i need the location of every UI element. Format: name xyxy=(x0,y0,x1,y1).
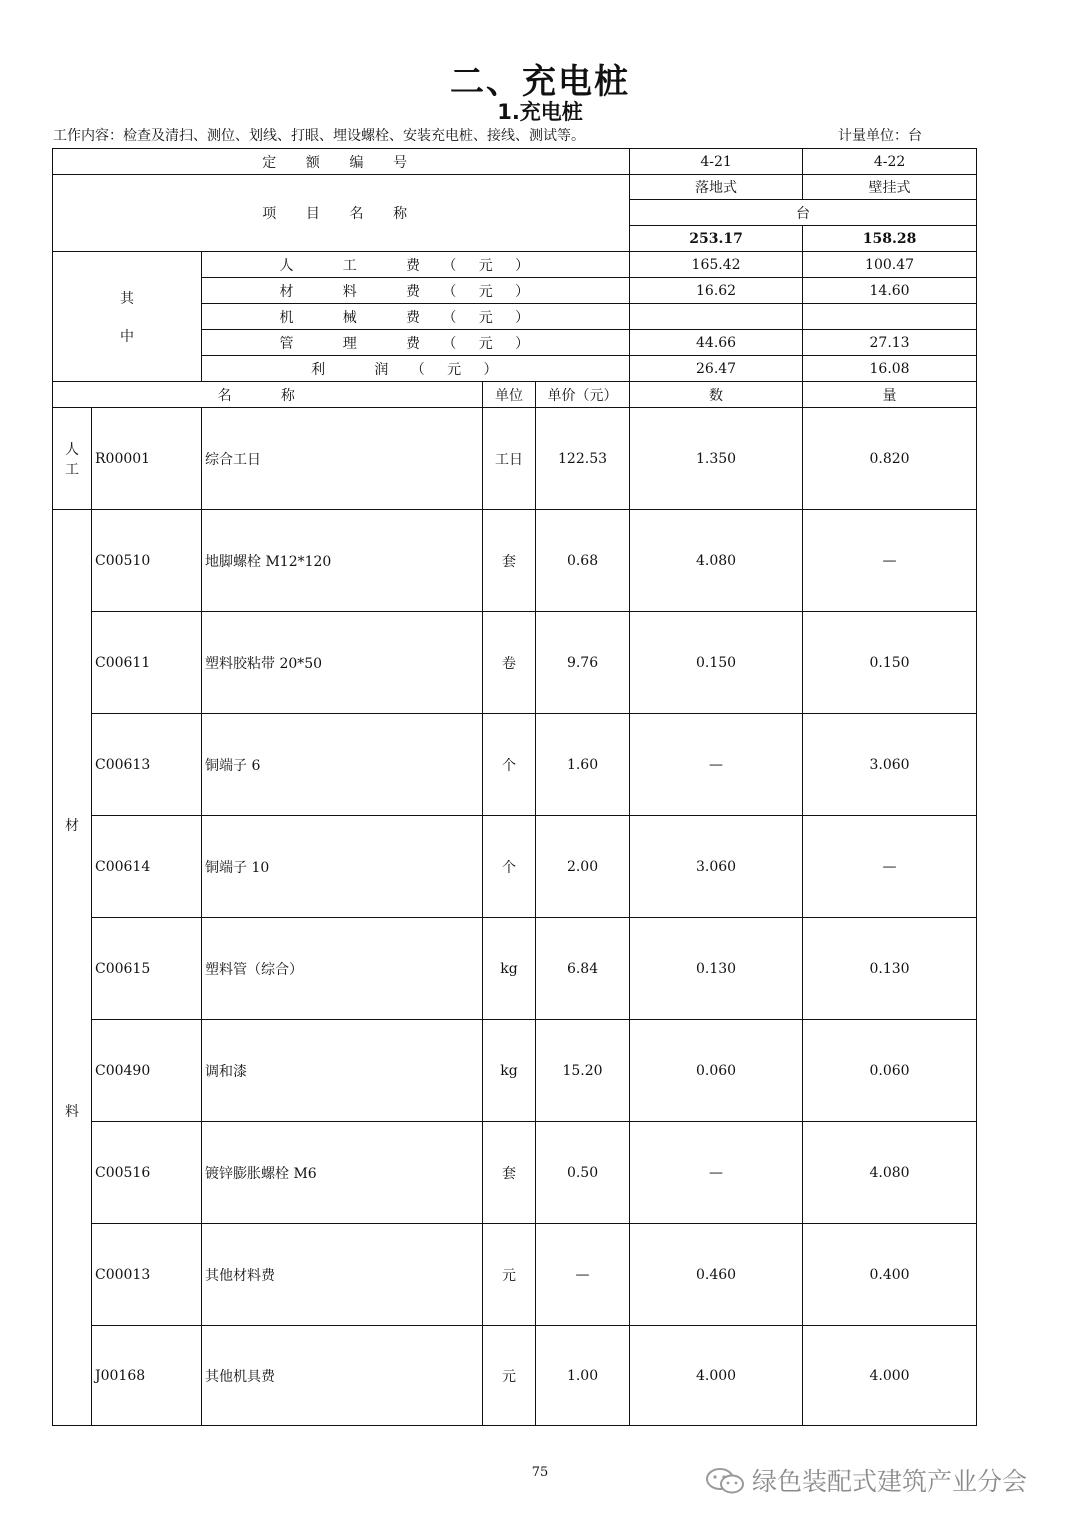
breakdown-value-1: 26.47 xyxy=(630,356,803,382)
resource-price: 1.60 xyxy=(536,714,630,816)
resource-qty-1: 0.130 xyxy=(630,918,803,1020)
breakdown-value-1: 44.66 xyxy=(630,330,803,356)
item-type-row xyxy=(53,175,977,200)
item-name-label: 项 目 名 称 xyxy=(53,175,630,252)
breakdown-name: 利 润（元） xyxy=(202,356,630,382)
breakdown-value-2: 16.08 xyxy=(803,356,977,382)
breakdown-value-2 xyxy=(803,304,977,330)
quota-code-2: 4-22 xyxy=(803,149,977,175)
resource-unit: 套 xyxy=(483,1122,536,1224)
resource-qty-2: 4.000 xyxy=(803,1326,977,1426)
breakdown-name: 人 工 费（元） xyxy=(202,252,630,278)
material-row xyxy=(53,816,977,918)
resource-price: 2.00 xyxy=(536,816,630,918)
breakdown-name: 机 械 费（元） xyxy=(202,304,630,330)
quota-number-row xyxy=(53,149,977,175)
quota-number-label: 定 额 编 号 xyxy=(53,149,630,175)
breakdown-value-1: 165.42 xyxy=(630,252,803,278)
resource-qty-1: 0.460 xyxy=(630,1224,803,1326)
breakdown-value-1 xyxy=(630,304,803,330)
resource-unit: 个 xyxy=(483,816,536,918)
resource-qty-1: 1.350 xyxy=(630,408,803,510)
resource-qty-2: 0.820 xyxy=(803,408,977,510)
wechat-icon xyxy=(704,1466,748,1496)
quota-code-1: 4-21 xyxy=(630,149,803,175)
resource-price: 9.76 xyxy=(536,612,630,714)
page-subtitle: 1.充电桩 xyxy=(497,100,583,124)
material-row xyxy=(53,1122,977,1224)
resource-unit: kg xyxy=(483,918,536,1020)
base-price-1: 253.17 xyxy=(630,226,803,252)
resource-qty-2: 0.150 xyxy=(803,612,977,714)
resource-price: 122.53 xyxy=(536,408,630,510)
resource-code: C00516 xyxy=(92,1122,202,1224)
resource-code: C00613 xyxy=(92,714,202,816)
page-number: 75 xyxy=(531,1465,549,1480)
material-label-char: 材 xyxy=(65,817,79,834)
type-wall: 壁挂式 xyxy=(803,175,977,200)
resource-name: 其他材料费 xyxy=(202,1224,483,1326)
labor-label xyxy=(53,408,92,510)
item-unit: 台 xyxy=(630,200,977,226)
resource-price: 15.20 xyxy=(536,1020,630,1122)
resource-name: 塑料管（综合） xyxy=(202,918,483,1020)
resource-price: — xyxy=(536,1224,630,1326)
resource-qty-2: — xyxy=(803,816,977,918)
resource-price: 1.00 xyxy=(536,1326,630,1426)
resource-qty-1: — xyxy=(630,714,803,816)
watermark-text: 绿色装配式建筑产业分会 xyxy=(752,1467,1028,1496)
labor-row xyxy=(53,408,977,510)
resource-unit: 卷 xyxy=(483,612,536,714)
work-content: 工作内容：检查及清扫、测位、划线、打眼、埋设螺栓、安装充电桩、接线、测试等。 xyxy=(53,128,585,144)
resource-qty-2: 0.060 xyxy=(803,1020,977,1122)
breakdown-name: 管 理 费（元） xyxy=(202,330,630,356)
resource-name: 塑料胶粘带 20*50 xyxy=(202,612,483,714)
breakdown-row xyxy=(53,252,977,278)
material-row xyxy=(53,1224,977,1326)
breakdown-name: 材 料 费（元） xyxy=(202,278,630,304)
resource-qty-1: 0.060 xyxy=(630,1020,803,1122)
resource-name: 地脚螺栓 M12*120 xyxy=(202,510,483,612)
quota-table xyxy=(52,148,977,1426)
breakdown-value-2: 27.13 xyxy=(803,330,977,356)
resource-qty-2: 0.400 xyxy=(803,1224,977,1326)
breakdown-value-2: 14.60 xyxy=(803,278,977,304)
labor-label-char: 工 xyxy=(65,461,79,478)
col-qty-b: 量 xyxy=(803,382,977,408)
breakdown-label-char: 中 xyxy=(120,328,134,345)
resource-name: 其他机具费 xyxy=(202,1326,483,1426)
resource-qty-1: 4.000 xyxy=(630,1326,803,1426)
base-price-2: 158.28 xyxy=(803,226,977,252)
resource-code: R00001 xyxy=(92,408,202,510)
page-title: 二、充电桩 xyxy=(450,62,630,102)
resource-unit: 个 xyxy=(483,714,536,816)
resource-qty-1: — xyxy=(630,1122,803,1224)
resource-unit: 套 xyxy=(483,510,536,612)
resource-code: C00614 xyxy=(92,816,202,918)
resource-code: C00615 xyxy=(92,918,202,1020)
resource-code: C00013 xyxy=(92,1224,202,1326)
material-row xyxy=(53,918,977,1020)
labor-label-char: 人 xyxy=(65,441,79,458)
resource-name: 铜端子 6 xyxy=(202,714,483,816)
breakdown-label-char: 其 xyxy=(120,290,134,307)
resource-name: 铜端子 10 xyxy=(202,816,483,918)
col-qty-a: 数 xyxy=(630,382,803,408)
col-unit: 单位 xyxy=(483,382,536,408)
material-label xyxy=(53,510,92,1426)
resource-name: 调和漆 xyxy=(202,1020,483,1122)
material-label-char: 料 xyxy=(65,1103,79,1120)
resource-name: 综合工日 xyxy=(202,408,483,510)
resource-price: 0.50 xyxy=(536,1122,630,1224)
resource-unit: 元 xyxy=(483,1326,536,1426)
resource-qty-1: 0.150 xyxy=(630,612,803,714)
resource-qty-2: 3.060 xyxy=(803,714,977,816)
resource-qty-2: 0.130 xyxy=(803,918,977,1020)
resource-unit: kg xyxy=(483,1020,536,1122)
resource-unit: 工日 xyxy=(483,408,536,510)
resource-code: C00611 xyxy=(92,612,202,714)
resource-qty-1: 3.060 xyxy=(630,816,803,918)
resource-qty-2: — xyxy=(803,510,977,612)
resource-qty-2: 4.080 xyxy=(803,1122,977,1224)
material-row xyxy=(53,1326,977,1426)
resource-unit: 元 xyxy=(483,1224,536,1326)
breakdown-value-1: 16.62 xyxy=(630,278,803,304)
resource-name: 镀锌膨胀螺栓 M6 xyxy=(202,1122,483,1224)
material-row xyxy=(53,612,977,714)
resource-qty-1: 4.080 xyxy=(630,510,803,612)
type-floor: 落地式 xyxy=(630,175,803,200)
material-row xyxy=(53,714,977,816)
resource-code: J00168 xyxy=(92,1326,202,1426)
material-row xyxy=(53,510,977,612)
measure-unit: 计量单位：台 xyxy=(838,128,922,144)
breakdown-label xyxy=(53,252,202,382)
resource-price: 6.84 xyxy=(536,918,630,1020)
material-row xyxy=(53,1020,977,1122)
resource-code: C00510 xyxy=(92,510,202,612)
column-header-row xyxy=(53,382,977,408)
col-price: 单价（元） xyxy=(536,382,630,408)
breakdown-value-2: 100.47 xyxy=(803,252,977,278)
col-name: 名 称 xyxy=(53,382,483,408)
resource-price: 0.68 xyxy=(536,510,630,612)
resource-code: C00490 xyxy=(92,1020,202,1122)
